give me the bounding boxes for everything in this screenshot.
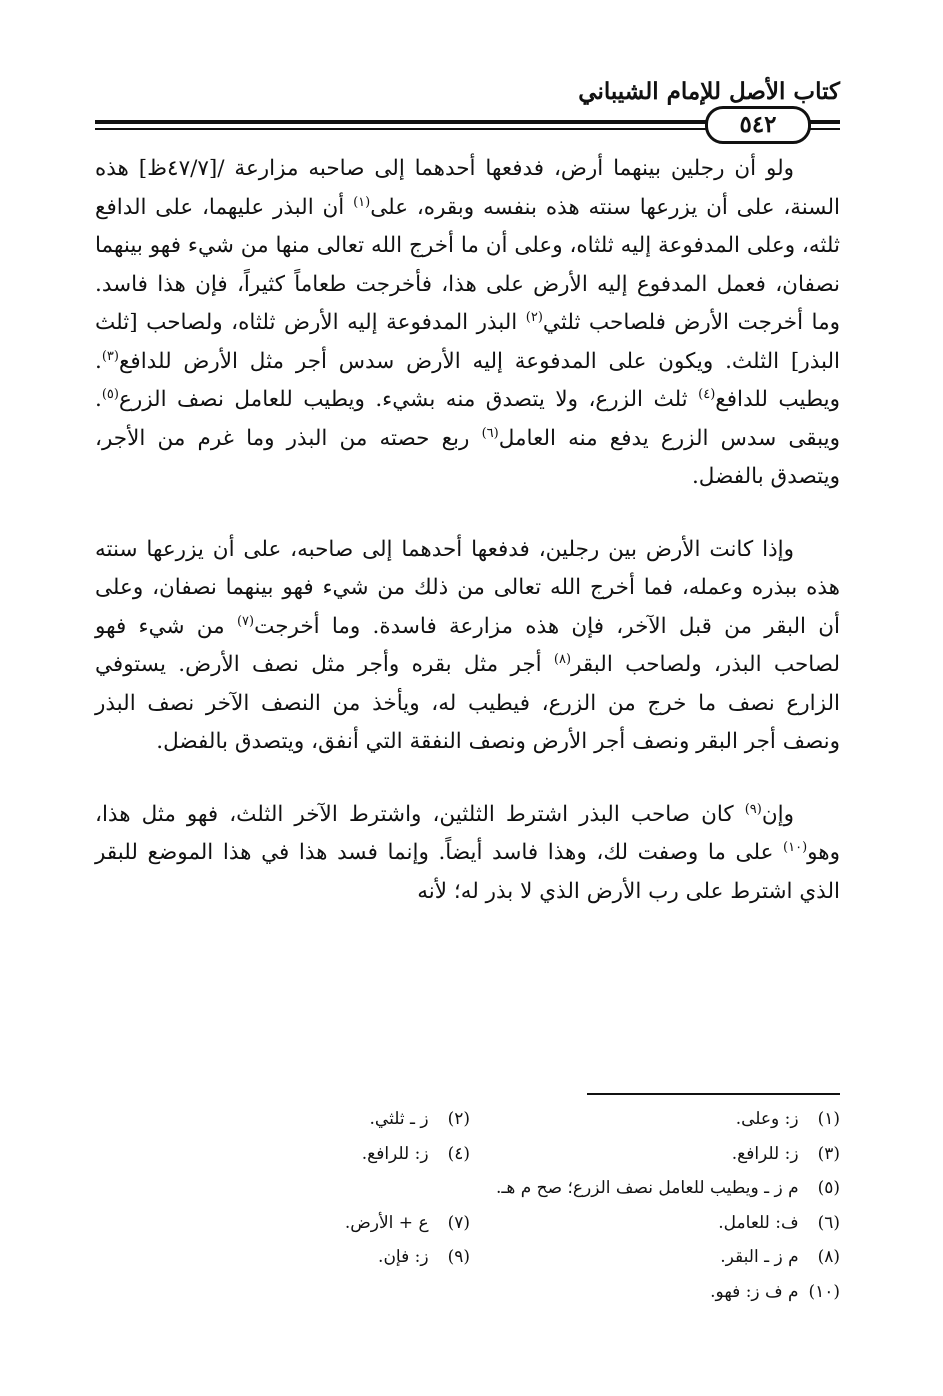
footnote-number: (٦) <box>817 1212 840 1233</box>
footnote-text: م ز ـ البقر. <box>720 1247 799 1267</box>
footnote-row <box>95 1102 840 1137</box>
footnote-row <box>95 1275 840 1310</box>
footnote-row <box>95 1137 840 1172</box>
footnote-separator <box>587 1093 840 1095</box>
text-run: ثلث الزرع، ولا يتصدق منه بشيء. ويطيب للعامل نصف الزرع <box>118 387 699 412</box>
footnote-number: (٣) <box>817 1143 840 1164</box>
footnote-9 <box>100 1240 470 1275</box>
footnote-2 <box>100 1102 470 1137</box>
text-run: ولو أن رجلين بينهما أرض، فدفعها أحدهما إلى صاحبه مزارعة /[٤٧/٧ظ] هذه السنة، على أن يزرعها سنته هذه بنفسه وبقره، على <box>95 156 840 220</box>
footnote-ref: (١) <box>353 194 371 210</box>
text-run: أن البذر عليهما، على الدافع ثلثه، وعلى المدفوعة إليه ثلثاه، وعلى أن ما أخرج الله تعالى منها من شيء فهو بينهما نصفان، فعمل المدفوع إليه الأرض على هذا، فأخرجت طعاماً كثيراً، فإن هذا فاسد. وما أخرجت الأرض فلصاحب ثلثي <box>95 194 841 335</box>
page-header <box>95 78 840 138</box>
footnote-7 <box>100 1206 470 1241</box>
text-run: وإذا كانت الأرض بين رجلين، فدفعها أحدهما إلى صاحبه، على أن يزرعها سنته هذه ببذره وعمله، فما أخرج الله تعالى من ذلك من شيء فهو بينهما نصفان، وعلى أن البقر من قبل الآخر، فإن هذه مزارعة فاسدة. وما أخرجت <box>95 536 840 639</box>
text-run: وإن <box>761 801 794 827</box>
footnote-4 <box>100 1137 470 1172</box>
footnote-ref: (١٠) <box>783 839 808 855</box>
footnote-text: ز ـ ثلثي. <box>369 1109 429 1129</box>
footnote-text: ف: للعامل. <box>718 1212 799 1233</box>
footnote-ref: (٥) <box>101 386 119 402</box>
footnote-text: ع + الأرض. <box>344 1212 429 1233</box>
page-number-badge: ٥٤٢ <box>705 106 811 144</box>
footnote-8 <box>470 1240 840 1275</box>
footnote-number: (١) <box>817 1109 840 1129</box>
footnote-text: ز: للرافع. <box>361 1143 429 1164</box>
footnote-ref: (٢) <box>525 309 543 325</box>
text-run: كان صاحب البذر اشترط الثلثين، واشترط الآخر الثلث، فهو مثل هذا، وهو <box>95 801 840 865</box>
footnote-text: ز: للرافع. <box>731 1143 799 1164</box>
paragraph-1 <box>95 150 840 497</box>
paragraph-2 <box>95 531 840 762</box>
footnote-number: (٥) <box>817 1178 840 1198</box>
text-run: أجر مثل بقره وأجر مثل نصف الأرض. يستوفي الزارع نصف ما خرج من الزرع، فيطيب له، ويأخذ من النصف الآخر نصف البذر ونصف أجر البقر ونصف أجر الأرض ونصف النفقة التي أنفق، ويتصدق بالفضل. <box>95 652 840 754</box>
text-run: البذر المدفوعة إليه الأرض ثلثاه، ولصاحب [ثلث البذر] الثلث. ويكون على المدفوعة إليه الأرض سدس أجر مثل الأرض للدافع <box>95 310 840 374</box>
footnote-6 <box>470 1206 840 1241</box>
main-text <box>95 150 840 945</box>
footnote-ref: (٧) <box>236 613 255 629</box>
footnote-text: ز: وعلى. <box>735 1109 799 1129</box>
text-run: ربع حصته من البذر وما غرم من الأجر، ويتصدق بالفضل. <box>95 425 840 489</box>
footnote-text: م ف ز: فهو. <box>710 1281 799 1302</box>
footnote-10 <box>710 1275 840 1310</box>
footnote-5 <box>496 1171 840 1206</box>
footnote-ref: (٦) <box>481 425 499 441</box>
text-run: من شيء فهو لصاحب البذر، ولصاحب البقر <box>95 613 841 677</box>
footnote-number: (٩) <box>447 1247 470 1267</box>
footnote-number: (٧) <box>447 1212 470 1233</box>
footnote-3 <box>470 1137 840 1172</box>
text-run: . ويطيب للدافع <box>95 348 840 412</box>
footnote-number: (٤) <box>447 1143 470 1164</box>
footnote-number: (١٠) <box>808 1281 840 1302</box>
text-run: . ويبقى سدس الزرع يدفع منه العامل <box>95 387 841 451</box>
footnote-number: (٨) <box>817 1247 840 1267</box>
footnote-row <box>95 1240 840 1275</box>
footnote-row <box>95 1171 840 1206</box>
footnote-ref: (٨) <box>553 651 572 667</box>
footnote-text: ز: فإن. <box>378 1247 429 1267</box>
footnote-ref: (٣) <box>101 348 119 364</box>
footnote-text: م ز ـ ويطيب للعامل نصف الزرع؛ صح م هـ. <box>495 1178 799 1198</box>
footnote-number: (٢) <box>447 1109 470 1129</box>
footnote-ref: (٤) <box>698 386 716 402</box>
paragraph-3 <box>95 796 840 912</box>
text-run: على ما وصفت لك، وهذا فاسد أيضاً. وإنما فسد هذا في هذا الموضع للبقر الذي اشترط على رب الأرض الذي لا بذر له؛ لأنه <box>95 840 840 904</box>
footnote-ref: (٩) <box>744 801 762 817</box>
footnote-row <box>95 1206 840 1241</box>
book-title: كتاب الأصل للإمام الشيباني <box>578 78 840 105</box>
footnote-1 <box>470 1102 840 1137</box>
footnotes <box>95 1102 840 1309</box>
